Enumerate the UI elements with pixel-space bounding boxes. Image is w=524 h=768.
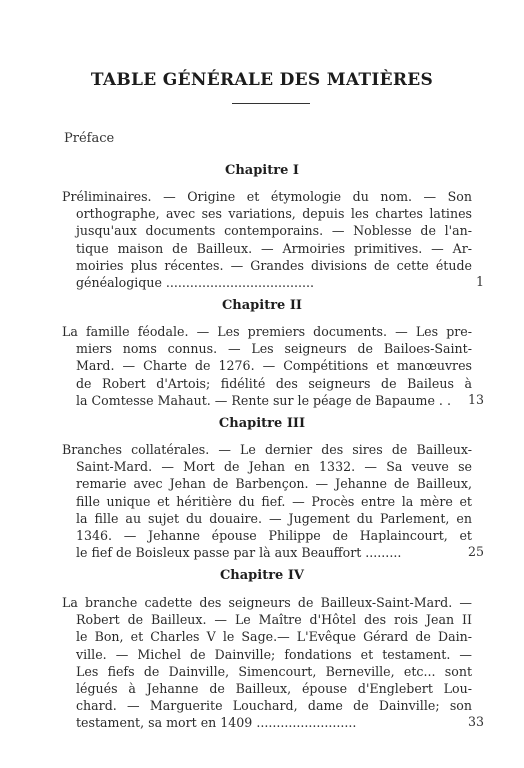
entry-line: La famille féodale. — Les premiers documents. — Les pre- bbox=[62, 324, 472, 339]
entry-line: miers noms connus. — Les seigneurs de Bailoes-Saint- bbox=[76, 341, 472, 357]
chapter-1-heading: Chapitre I bbox=[225, 163, 299, 178]
entry-line: 1346. — Jehanne épouse Philippe de Haplaincourt, et bbox=[76, 528, 472, 544]
entry-line: Robert de Bailleux. — Le Maître d'Hôtel des rois Jean II bbox=[76, 612, 472, 628]
entry-line: le Bon, et Charles V le Sage.— L'Evêque Gérard de Dain- bbox=[76, 629, 472, 645]
chapter-4-page-number: 33 bbox=[467, 714, 484, 729]
entry-line: remarie avec Jehan de Barbençon. — Jehanne de Bailleux, bbox=[76, 476, 472, 492]
entry-line: moiries plus récentes. — Grandes divisions de cette étude bbox=[76, 257, 472, 273]
chapter-4-heading: Chapitre IV bbox=[219, 568, 305, 583]
entry-line: tique maison de Bailleux. — Armoiries primitives. — Ar- bbox=[76, 240, 472, 256]
entry-line: généalogique ..................................... bbox=[76, 275, 315, 291]
chapter-2-heading: Chapitre II bbox=[221, 298, 303, 313]
preface-entry: Préface bbox=[64, 131, 115, 146]
chapter-2-entry bbox=[62, 323, 472, 409]
chapter-2-page-number: 13 bbox=[467, 392, 484, 407]
entry-line: chard. — Marguerite Louchard, dame de Dainville; son bbox=[76, 698, 472, 714]
entry-line: la fille au sujet du douaire. — Jugement du Parlement, en bbox=[76, 510, 472, 526]
entry-line: orthographe, avec ses variations, depuis les chartes latines bbox=[76, 206, 472, 222]
entry-line: La branche cadette des seigneurs de Bailleux-Saint-Mard. — bbox=[62, 595, 472, 610]
entry-line: la Comtesse Mahaut. — Rente sur le péage de Bapaume . . bbox=[76, 392, 451, 408]
entry-line: Branches collatérales. — Le dernier des sires de Bailleux- bbox=[62, 442, 472, 457]
entry-line: le fief de Boisleux passe par là aux Beauffort ......... bbox=[76, 545, 402, 561]
entry-line: légués à Jehanne de Bailleux, épouse d'Englebert Lou- bbox=[76, 681, 472, 697]
entry-line: Les fiefs de Dainville, Simencourt, Berneville, etc... sont bbox=[76, 663, 472, 679]
chapter-1-page-number: 1 bbox=[475, 274, 484, 289]
entry-line: Préliminaires. — Origine et étymologie du nom. — Son bbox=[62, 189, 472, 204]
chapter-3-entry bbox=[62, 441, 472, 561]
entry-line: fille unique et héritière du fief. — Procès entre la mère et bbox=[76, 493, 472, 509]
entry-line: Saint-Mard. — Mort de Jehan en 1332. — Sa veuve se bbox=[76, 459, 472, 475]
chapter-3-page-number: 25 bbox=[467, 544, 484, 559]
entry-line: Mard. — Charte de 1276. — Compétitions et manœuvres bbox=[76, 358, 472, 374]
chapter-1-entry bbox=[62, 188, 472, 291]
chapter-3-heading: Chapitre III bbox=[218, 416, 306, 431]
entry-line: ville. — Michel de Dainville; fondations et testament. — bbox=[76, 646, 472, 662]
page-title: TABLE GÉNÉRALE DES MATIÈRES bbox=[90, 70, 434, 90]
entry-line: de Robert d'Artois; fidélité des seigneurs de Baileus à bbox=[76, 375, 472, 391]
chapter-4-entry bbox=[62, 594, 472, 732]
entry-line: jusqu'aux documents contemporains. — Noblesse de l'an- bbox=[76, 223, 472, 239]
entry-line: testament, sa mort en 1409 ......................... bbox=[76, 715, 357, 731]
title-rule bbox=[232, 103, 310, 104]
